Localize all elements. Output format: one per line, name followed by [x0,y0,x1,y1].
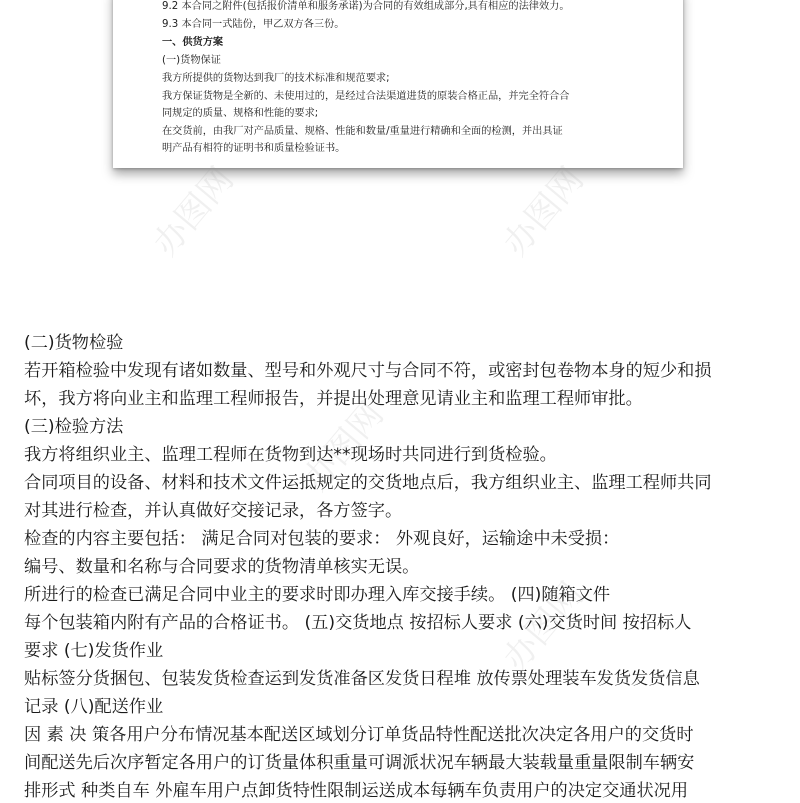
body-paragraph-line: 间配送先后次序暂定各用户的订货量体积重量可调派状况车辆最大装载量重量限制车辆安 [24,753,695,773]
document-preview-card [113,0,683,168]
watermark: 办图网 [495,159,592,264]
body-paragraph-line: 记录 (八)配送作业 [24,697,164,717]
card-line: 我方保证货物是全新的、未使用过的，是经过合法渠道进货的原装合格正品，并完全符合合 [162,91,570,102]
body-paragraph-line: 合同项目的设备、材料和技术文件运抵规定的交货地点后，我方组织业主、监理工程师共同 [24,473,712,493]
card-line-9-3: 9.3 本合同一式陆份，甲乙双方各三份。 [162,19,345,30]
card-heading-supply-plan: 一、供货方案 [162,37,224,48]
card-subheading-goods-guarantee: (一)货物保证 [162,55,221,66]
card-line-9-2: 9.2 本合同之附件(包括报价清单和服务承诺)为合同的有效组成部分,具有相应的法律效力。 [162,1,570,12]
watermark: 办图网 [145,159,242,264]
body-paragraph-line: 排形式 种类自车 外雇车用户点卸货特性限制运送成本每辆车负责用户的决定交通状况用 [24,781,689,801]
body-paragraph-line: 若开箱检验中发现有诸如数量、型号和外观尺寸与合同不符，或密封包卷物本身的短少和损 [24,361,712,381]
body-paragraph-line: 所进行的检查已满足合同中业主的要求时即办理入库交接手续。 (四)随箱文件 [24,585,611,605]
card-line: 在交货前，由我厂对产品质量、规格、性能和数量/重量进行精确和全面的检测，并出具证 [162,126,563,137]
card-line: 明产品有相符的证明书和质量检验证书。 [162,143,346,154]
body-paragraph-line: 编号、数量和名称与合同要求的货物清单核实无误。 [24,557,420,577]
body-paragraph-line: 贴标签分货捆包、包装发货检查运到发货准备区发货日程堆 放传票处理装车发货发货信息 [24,669,700,689]
body-paragraph-line: 检查的内容主要包括： 满足合同对包装的要求： 外观良好，运输途中未受损： [24,529,620,549]
card-line: 同规定的质量、规格和性能的要求; [162,108,319,119]
body-paragraph-line: 坏，我方将向业主和监理工程师报告，并提出处理意见请业主和监理工程师审批。 [24,389,643,409]
body-paragraph-line: 我方将组织业主、监理工程师在货物到达**现场时共同进行到货检验。 [24,445,557,465]
body-paragraph-line: 每个包装箱内附有产品的合格证书。 (五)交货地点 按招标人要求 (六)交货时间 按招标人 [24,613,692,633]
watermark: 办图网 [295,394,392,499]
body-paragraph-line: 要求 (七)发货作业 [24,641,164,661]
body-paragraph-line: 因 素 决 策各用户分布情况基本配送区域划分订单货品特性配送批次决定各用户的交货时 [24,725,694,745]
card-line: 我方所提供的货物达到我厂的技术标准和规范要求; [162,73,390,84]
section-heading-goods-inspection: (二)货物检验 [24,333,124,353]
section-heading-inspection-method: (三)检验方法 [24,417,124,437]
watermark: 办图网 [495,574,592,679]
body-paragraph-line: 对其进行检查，并认真做好交接记录，各方签字。 [24,501,403,521]
